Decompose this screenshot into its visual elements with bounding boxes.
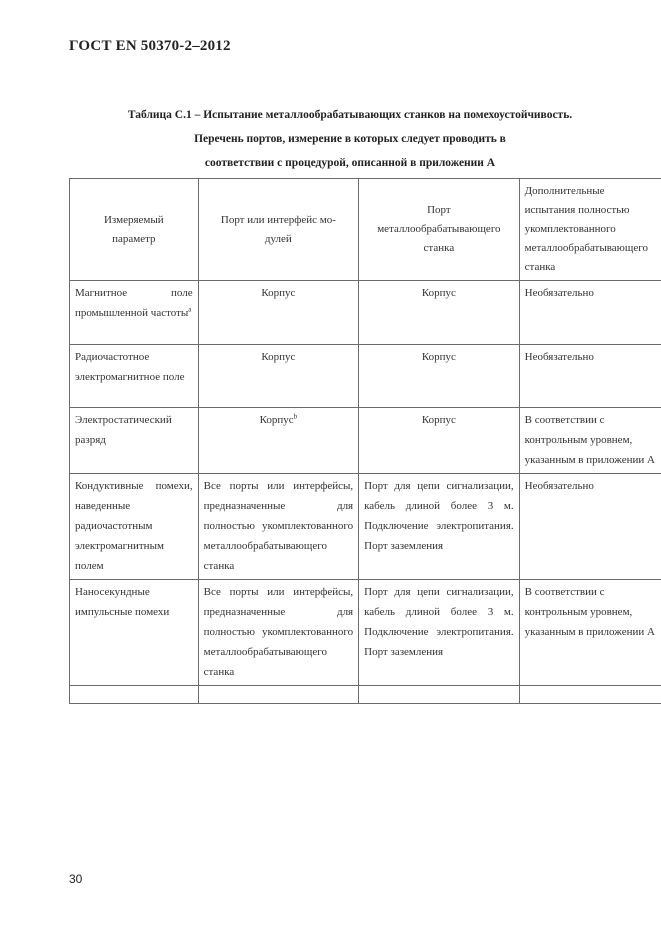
empty-cell [198,686,359,704]
footnote-mark: b [293,412,298,421]
header-line: дулей [264,232,292,245]
header-line: металлообрабатывающего [377,223,501,235]
caption-line-3: соответствии с процедурой, описанной в приложении А [204,157,496,169]
param-cell [70,345,199,408]
immunity-ports-table [69,178,661,704]
empty-cell [359,686,520,704]
param-text: Электростатический разряд [75,414,172,446]
module-port-cell [198,345,359,408]
table-caption [60,103,640,175]
header-cell [519,179,661,281]
machine-port-text: Корпус [421,414,456,426]
machine-port-text: Корпус [421,287,456,299]
param-text: Кондуктивные помехи, наведенные радиочастотным электромагнитным полем [75,480,193,572]
param-cell [70,474,199,580]
empty-cell [70,686,199,704]
param-cell [70,408,199,474]
header-line: укомплектованного [524,223,616,235]
table-row [70,408,661,474]
module-port-text: Корпус [259,414,294,426]
empty-cell [519,686,661,704]
header-line: станка [524,261,556,273]
additional-cell [519,408,661,474]
additional-text: Необязательно [524,480,594,492]
machine-port-text: Корпус [421,351,456,363]
additional-text: В соответствии с контрольным уровнем, указанным в приложении А [524,586,655,638]
additional-text: В соответствии с контрольным уровнем, указанным в приложении А [524,414,655,466]
header-line: металлообрабатывающего [524,242,648,254]
additional-cell [519,281,661,345]
header-cell [359,179,520,281]
module-port-text: Все порты или интерфейсы, предназначенные для полностью укомплектованного металлообрабатывающего станка [203,480,354,572]
additional-cell [519,580,661,686]
machine-port-text: Порт для цепи сигнализации, кабель длиной более 3 м. Подключение электропитания. Порт заземления [364,586,514,658]
table-row [70,474,661,580]
header-line: Порт [427,204,451,216]
module-port-cell [198,408,359,474]
module-port-cell [198,474,359,580]
module-port-text: Корпус [261,351,296,363]
header-line: Измеряемый [103,213,164,226]
additional-cell [519,345,661,408]
machine-port-text: Порт для цепи сигнализации, кабель длиной более 3 м. Подключение электропитания. Порт заземления [364,480,514,552]
page-number: 30 [69,872,83,886]
header-line: испытания полностью [524,204,630,216]
param-cell [70,580,199,686]
caption-line-1: Таблица С.1 – Испытание металлообрабатывающих станков на помехоустойчивость. [127,109,573,121]
module-port-text: Корпус [261,287,296,299]
param-cell [70,281,199,345]
table-header-row [70,179,661,281]
machine-port-cell [359,408,520,474]
param-text: Магнитное поле промышленной частоты [75,287,193,319]
machine-port-cell [359,474,520,580]
additional-cell [519,474,661,580]
header-line: Порт или интерфейс мо- [220,213,336,226]
param-text: Наносекундные импульсные помехи [75,586,170,618]
module-port-cell [198,281,359,345]
machine-port-cell [359,580,520,686]
header-line: Дополнительные [524,185,605,197]
header-line: станка [423,242,455,254]
machine-port-cell [359,345,520,408]
table-row [70,281,661,345]
module-port-cell [198,580,359,686]
header-cell [70,179,199,281]
header-cell [198,179,359,281]
header-line: параметр [112,232,156,245]
caption-line-2: Перечень портов, измерение в которых следует проводить в [194,133,506,145]
param-text: Радиочастотное электромагнитное поле [75,351,185,383]
footnote-mark: а [188,305,192,314]
module-port-text: Все порты или интерфейсы, предназначенные для полностью укомплектованного металлообрабатывающего станка [203,586,354,678]
machine-port-cell [359,281,520,345]
additional-text: Необязательно [524,351,594,363]
table-row [70,580,661,686]
additional-text: Необязательно [524,287,594,299]
table-row [70,345,661,408]
table-row-empty [70,686,661,704]
document-header: ГОСТ EN 50370-2–2012 [69,38,231,54]
